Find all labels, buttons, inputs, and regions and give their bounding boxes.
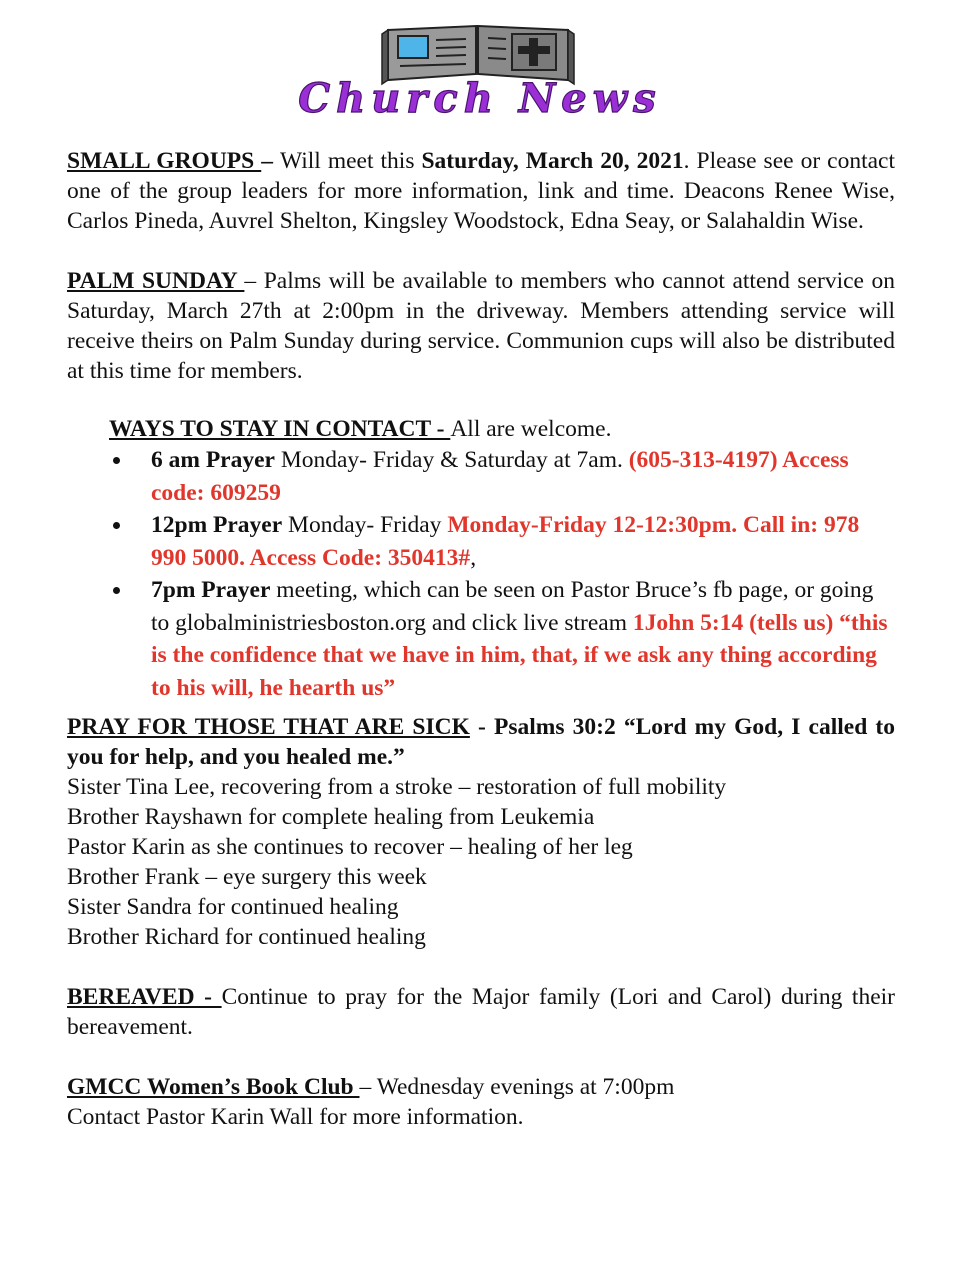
sick-verse: Psalms 30:2 “Lord my God, I called to you for help, and you healed me.” xyxy=(67,714,895,770)
list-item: Brother Frank – eye surgery this week xyxy=(67,864,427,890)
contact-heading: WAYS TO STAY IN CONTACT - xyxy=(109,416,451,442)
list-item: Brother Rayshawn for complete healing from Leukemia xyxy=(67,804,595,830)
contact-list xyxy=(109,444,895,704)
newsletter-body xyxy=(67,146,895,1132)
bereaved-section: BEREAVED - Continue to pray for the Major family (Lori and Carol) during their bereavement. xyxy=(67,984,895,1040)
bullet-icon xyxy=(113,587,120,594)
small-groups-section: SMALL GROUPS – Will meet this Saturday, March 20, 2021. Please see or contact one of the group leaders for more information, link and time. Deacons Renee Wise, Carlos Pineda, Auvrel Shelton, Kingsley Woodstock, Edna Seay, or Salahaldin Wise. xyxy=(67,148,896,234)
list-item: 7pm Prayer meeting, which can be seen on Pastor Bruce’s fb page, or going to globalministriesboston.org and click live stream 1John 5:14 (tells us) “this is the confidence that we have in him, that, if we ask any thing according to his will, he hearth us” xyxy=(109,574,895,704)
list-item: Pastor Karin as she continues to recover – healing of her leg xyxy=(67,834,633,860)
palm-sunday-heading: PALM SUNDAY xyxy=(67,268,245,294)
logo-title: Church News xyxy=(298,75,662,120)
sick-heading: PRAY FOR THOSE THAT ARE SICK xyxy=(67,714,470,740)
sick-section-heading: PRAY FOR THOSE THAT ARE SICK - Psalms 30:2 “Lord my God, I called to you for help, and you healed me.” xyxy=(67,714,895,770)
list-item: Sister Tina Lee, recovering from a stroke – restoration of full mobility xyxy=(67,774,727,800)
bullet-icon xyxy=(113,457,120,464)
contact-section xyxy=(109,414,895,704)
list-item: 6 am Prayer Monday- Friday & Saturday at 7am. (605-313-4197) Access code: 609259 xyxy=(109,444,895,509)
small-groups-date: Saturday, March 20, 2021 xyxy=(421,148,684,174)
list-item: 12pm Prayer Monday- Friday Monday-Friday 12-12:30pm. Call in: 978 990 5000. Access Code: 350413#, xyxy=(109,509,895,574)
church-news-logo xyxy=(210,22,750,120)
book-club-contact: Contact Pastor Karin Wall for more information. xyxy=(67,1104,524,1130)
bereaved-heading: BEREAVED - xyxy=(67,984,222,1010)
list-item: Brother Richard for continued healing xyxy=(67,924,426,950)
book-club-heading: GMCC Women’s Book Club xyxy=(67,1074,360,1100)
book-club-section: GMCC Women’s Book Club – Wednesday evenings at 7:00pm Contact Pastor Karin Wall for more information. xyxy=(67,1072,895,1132)
sick-list xyxy=(67,772,895,952)
contact-title: WAYS TO STAY IN CONTACT - All are welcome. xyxy=(109,416,612,442)
header xyxy=(0,0,962,120)
palm-sunday-section: PALM SUNDAY – Palms will be available to members who cannot attend service on Saturday, March 27th at 2:00pm in the driveway. Members attending service will receive theirs on Palm Sunday during service. Communion cups will also be distributed at this time for members. xyxy=(67,268,895,384)
list-item: Sister Sandra for continued healing xyxy=(67,894,399,920)
bullet-icon xyxy=(113,522,120,529)
small-groups-heading: SMALL GROUPS xyxy=(67,148,262,174)
